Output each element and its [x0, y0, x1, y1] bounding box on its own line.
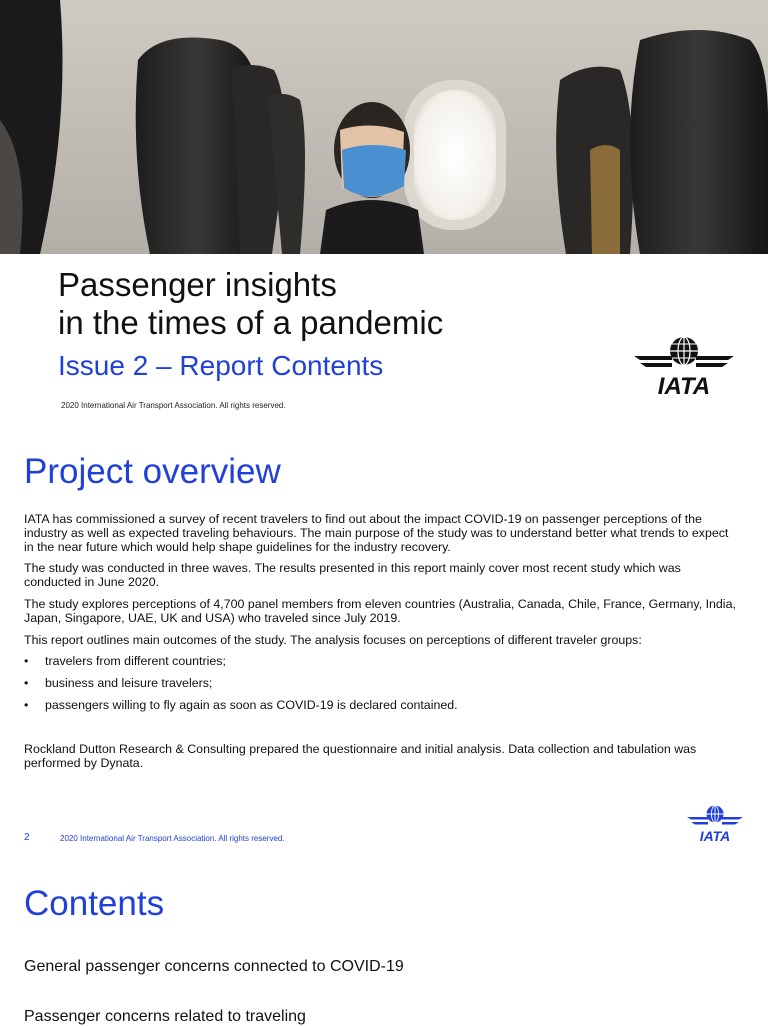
iata-logo-icon [632, 334, 736, 400]
iata-logo-text: IATA [657, 373, 711, 400]
list-item [24, 676, 740, 698]
footer-copyright: 2020 International Air Transport Association. All rights reserved. [60, 834, 285, 843]
iata-footer-logo-icon [686, 804, 744, 844]
cover-title-line-2: in the times of a pandemic [58, 304, 444, 341]
list-item-text: passengers willing to fly again as soon as COVID-19 is declared contained. [45, 698, 458, 712]
bullet-marker: • [24, 698, 29, 712]
contents-title: Contents [24, 884, 165, 923]
overview-paragraph-2: The study was conducted in three waves. The results presented in this report mainly cover most recent study which was conducted in June 2020. [24, 561, 681, 589]
bullet-marker: • [24, 676, 29, 690]
hero-photo [0, 0, 768, 254]
cover-title-line-1: Passenger insights [58, 266, 337, 303]
list-item [24, 654, 740, 676]
overview-paragraph-1: IATA has commissioned a survey of recent travelers to find out about the impact COVID-19 on passenger perceptions of the industry as well as expected traveling behaviours. The main purpose of the study was to understand better what trends to expect in the near future which would help shape guidelines for the industry recovery. [24, 512, 729, 554]
contents-item-general-concerns[interactable]: General passenger concerns connected to COVID-19 [24, 958, 404, 975]
list-item-text: travelers from different countries; [45, 654, 226, 668]
overview-title: Project overview [24, 452, 281, 491]
overview-closing: Rockland Dutton Research & Consulting prepared the questionnaire and initial analysis. Data collection and tabulation was performed by Dynata. [24, 742, 697, 770]
cover-title [58, 266, 443, 342]
page-number: 2 [24, 832, 30, 843]
list-item-text: business and leisure travelers; [45, 676, 213, 690]
contents-item-travel-concerns[interactable]: Passenger concerns related to traveling [24, 1008, 306, 1025]
overview-paragraph-4: This report outlines main outcomes of the study. The analysis focuses on perceptions of different traveler groups: [24, 633, 642, 647]
bullet-marker: • [24, 654, 29, 668]
overview-paragraph-3: The study explores perceptions of 4,700 panel members from eleven countries (Australia, Canada, Chile, France, Germany, India, Japan, Singapore, UAE, UK and USA) who traveled since July 2019. [24, 597, 736, 625]
cover-copyright: 2020 International Air Transport Association. All rights reserved. [61, 401, 286, 410]
traveler-groups-list [24, 654, 740, 720]
cabin-photo-illustration [0, 0, 768, 254]
list-item [24, 698, 740, 720]
cover-subtitle: Issue 2 – Report Contents [58, 350, 384, 381]
iata-footer-logo-text: IATA [699, 828, 731, 844]
